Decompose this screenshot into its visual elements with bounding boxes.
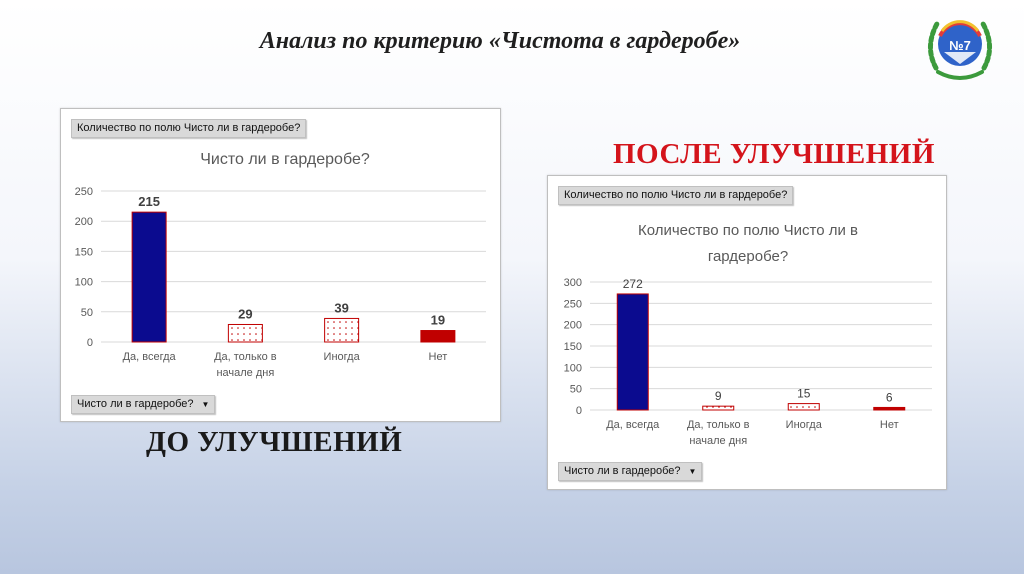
data-label: 39 <box>334 300 349 316</box>
x-tick-label: Да, только в <box>214 351 277 363</box>
axis-field-label: Чисто ли в гардеробе? <box>77 398 194 410</box>
axis-field-dropdown[interactable] <box>558 462 702 481</box>
data-label: 9 <box>714 389 722 404</box>
x-tick-label: начале дня <box>689 435 748 447</box>
bar <box>617 294 648 410</box>
logo-number: №7 <box>949 38 971 53</box>
y-tick-label: 200 <box>563 319 582 332</box>
x-tick-label: Иногда <box>323 351 360 363</box>
bar <box>788 404 819 410</box>
caption-before: ДО УЛУЧШЕНИЙ <box>146 426 403 458</box>
y-tick-label: 250 <box>74 186 93 198</box>
bar-chart-before <box>61 109 500 421</box>
bar <box>874 407 905 410</box>
pivot-chart-after <box>547 175 947 490</box>
x-tick-label: Да, всегда <box>606 419 660 431</box>
school-logo <box>918 6 1002 90</box>
slide-title: Анализ по критерию «Чистота в гардеробе» <box>259 28 741 54</box>
value-field-button[interactable]: Количество по полю Чисто ли в гардеробе? <box>558 186 793 205</box>
y-tick-label: 50 <box>80 306 93 319</box>
bar <box>325 318 359 342</box>
x-tick-label: Да, только в <box>686 419 750 431</box>
y-tick-label: 250 <box>563 298 582 311</box>
chevron-down-icon: ▼ <box>688 467 697 476</box>
y-tick-label: 300 <box>563 277 582 289</box>
caption-after: ПОСЛЕ УЛУЧШЕНИЙ <box>613 138 935 170</box>
data-label: 272 <box>622 276 643 291</box>
value-field-button[interactable]: Количество по полю Чисто ли в гардеробе? <box>71 119 306 138</box>
bar <box>703 406 734 410</box>
bar <box>421 331 455 342</box>
chart-title: Чисто ли в гардеробе? <box>200 151 370 168</box>
axis-field-label: Чисто ли в гардеробе? <box>564 465 681 477</box>
data-label: 15 <box>797 386 811 401</box>
bar-chart-after <box>548 176 946 489</box>
y-tick-label: 150 <box>563 341 582 353</box>
data-label: 6 <box>885 390 893 405</box>
chart-title: гардеробе? <box>707 248 789 265</box>
x-tick-label: Нет <box>428 351 448 363</box>
x-tick-label: Да, всегда <box>122 351 176 363</box>
y-tick-label: 0 <box>575 405 582 417</box>
bar <box>228 324 262 342</box>
x-tick-label: начале дня <box>216 367 275 379</box>
bar <box>132 212 166 342</box>
x-tick-label: Иногда <box>785 419 822 431</box>
data-label: 19 <box>430 312 446 328</box>
data-label: 215 <box>138 194 160 210</box>
axis-field-dropdown[interactable] <box>71 395 215 414</box>
data-label: 29 <box>238 306 253 322</box>
y-tick-label: 200 <box>74 216 93 229</box>
y-tick-label: 100 <box>74 276 93 289</box>
y-tick-label: 100 <box>563 362 582 375</box>
x-tick-label: Нет <box>879 419 899 431</box>
chart-title: Количество по полю Чисто ли в <box>637 222 859 239</box>
y-tick-label: 0 <box>86 337 93 349</box>
pivot-chart-before <box>60 108 501 422</box>
y-tick-label: 50 <box>569 383 582 396</box>
y-tick-label: 150 <box>74 246 93 259</box>
chevron-down-icon: ▼ <box>201 400 210 409</box>
